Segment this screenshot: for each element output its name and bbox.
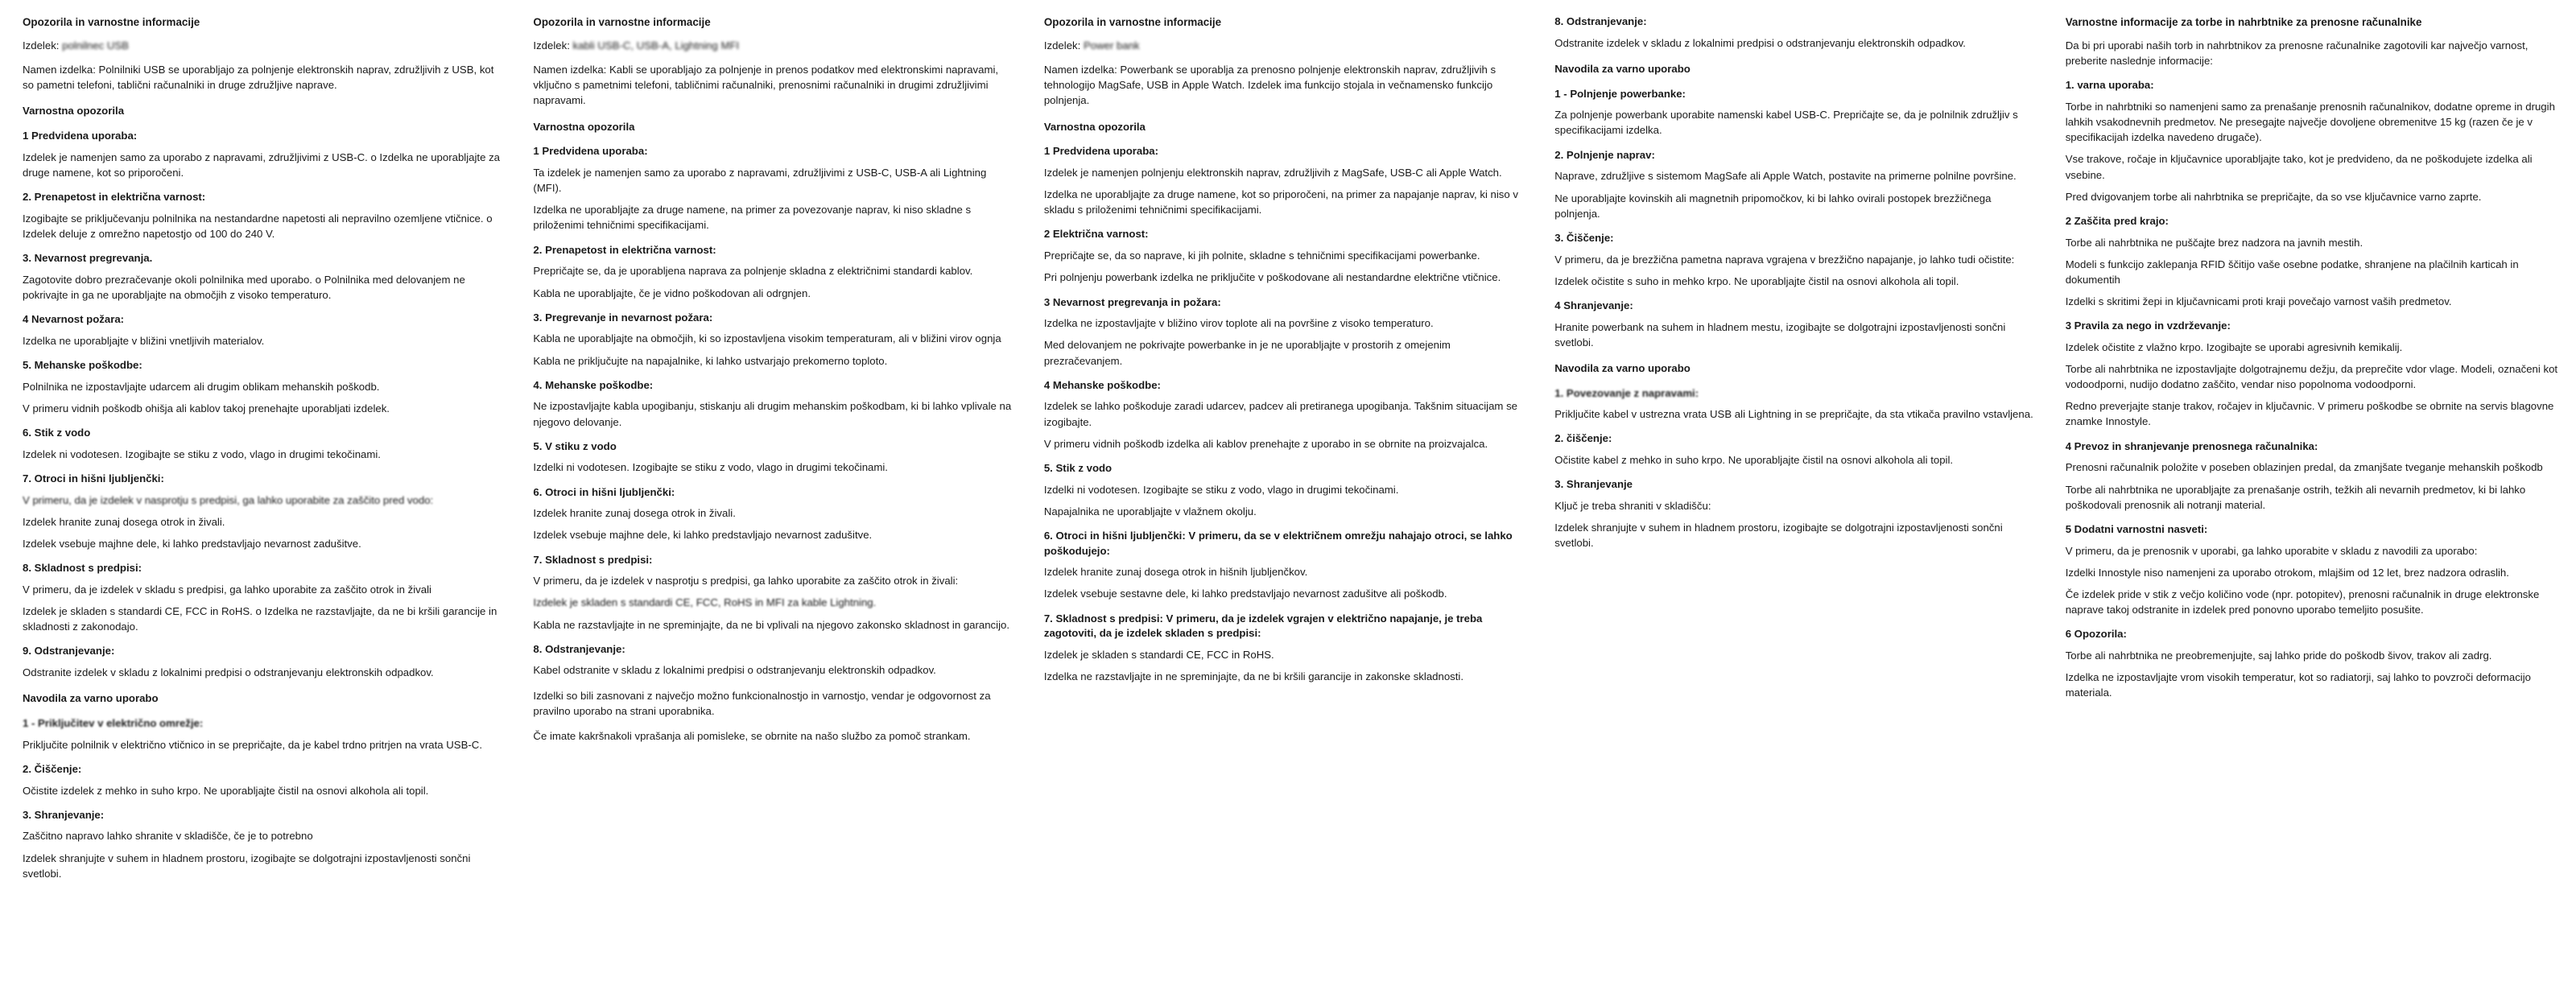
usage-heading-item: 3. Čiščenje: [1554,231,1614,244]
section-paragraph: Izogibajte se priključevanju polnilnika na nestandardne napetosti ali nepravilno ozemljene vtičnice. o Izdelek deluje z omrežno napetostjo od 100 do 240 V. [23,212,493,241]
warnings-heading: Varnostna opozorila [23,105,125,118]
section-heading: 4 Nevarnost požara: [23,313,125,326]
section-paragraph: V primeru, da je prenosnik v uporabi, ga lahko uporabite v skladu z navodili za uporabo: [2065,544,2478,557]
usage-paragraph: Za polnjenje powerbank uporabite namenski kabel USB-C. Prepričajte se, da je polnilnik združljiv s specifikacijami izdelka. [1554,109,2018,137]
column-powerbank-usage [1543,14,2054,998]
usage-paragraph: Priključite kabel v ustrezna vrata USB ali Lightning in se prepričajte, da sta vtikača pravilno vstavljena. [1554,408,2033,421]
section-paragraph: Izdelki s skritimi žepi in ključavnicami proti kraji povečajo varnost vaših predmetov. [2065,295,2452,308]
usage-paragraph: Hranite powerbank na suhem in hladnem mestu, izogibajte se dolgotrajni izpostavljenosti sončni svetlobi. [1554,320,2006,348]
section-heading: 3 Pravila za nego in vzdrževanje: [2065,320,2231,332]
section-paragraph: Modeli s funkcijo zaklepanja RFID ščitijo vaše osebne podatke, shranjene na plačilnih karticah in dokumentih [2065,258,2519,286]
product-value: kabli USB-C, USB-A, Lightning MFI [572,39,740,52]
section-paragraph: V primeru, da je izdelek v nasprotju s predpisi, ga lahko uporabite za zaščito pred vodo: [23,493,434,506]
usage-paragraph: Očistite izdelek z mehko in suho krpo. Ne uporabljajte čistil na osnovi alkohola ali topil. [23,784,429,797]
section-paragraph: Odstranite izdelek v skladu z lokalnimi predpisi o odstranjevanju elektronskih odpadkov. [23,666,434,679]
usage-heading: Navodila za varno uporabo [23,692,159,705]
section-paragraph: Izdelka ne izpostavljajte v bližino virov toplote ali na površine z visoko temperaturo. [1043,317,1434,330]
section-paragraph: Zagotovite dobro prezračevanje okoli polnilnika med uporabo. o Polnilnika med delovanjem ne pokrivajte in ga ne uporabljajte na območjih z visoko temperaturo. [23,273,465,302]
product-value: Power bank [1083,39,1140,52]
section-heading: 8. Odstranjevanje: [533,642,625,655]
column-title: Varnostne informacije za torbe in nahrbtnike za prenosne računalnike [2065,16,2422,28]
section-paragraph: Izdelek je skladen s standardi CE, FCC, RoHS in MFI za kable Lightning. [533,596,877,609]
section-paragraph: Napajalnika ne uporabljajte v vlažnem okolju. [1043,505,1257,517]
section-paragraph: Ta izdelek je namenjen samo za uporabo z napravami, združljivimi z USB-C, USB-A ali Lightning (MFI). [533,167,987,195]
section-paragraph: Izdelek hranite zunaj dosega otrok in hišnih ljubljenčkov. [1043,566,1308,579]
usage-heading-item: 3. Shranjevanje: [23,808,105,821]
section-paragraph: Prenosni računalnik položite v poseben oblazinjen predal, da zmanjšate tveganje mehanskih poškodb [2065,461,2543,474]
section-heading: 1 Predvidena uporaba: [1043,145,1159,158]
usage-heading-item: 2. čiščenje: [1554,432,1612,445]
section-paragraph: Izdelka ne razstavljajte in ne spreminjajte, da ne bi kršili garancije in zakonske skladnosti. [1043,670,1464,683]
section-paragraph: Med delovanjem ne pokrivajte powerbanke in je ne uporabljajte v prostorih z omejenim prezračevanjem. [1043,339,1451,367]
section-paragraph: Izdelek vsebuje majhne dele, ki lahko predstavljajo nevarnost zadušitve. [23,538,361,550]
section-paragraph: Prepričajte se, da je uporabljena naprava za polnjenje skladna z električnimi standardi kablov. [533,265,973,278]
section-heading: 3. Nevarnost pregrevanja. [23,252,153,265]
section-heading: 2 Zaščita pred krajo: [2065,214,2169,227]
usage-paragraph: Ne uporabljajte kovinskih ali magnetnih pripomočkov, ki bi lahko ovirali postopek brezžičnega polnjenja. [1554,192,1992,220]
section-heading: 6. Otroci in hišni ljubljenčki: [533,485,675,498]
usage-paragraph: V primeru, da je brezžična pametna naprava vgrajena v brezžično napajanje, jo lahko tudi očistite: [1554,253,2015,266]
column-title: Opozorila in varnostne informacije [23,16,200,28]
section-paragraph: Torbe ali nahrbtnika ne puščajte brez nadzora na javnih mestih. [2065,236,2363,249]
section-paragraph: Izdelek je skladen s standardi CE, FCC in RoHS. [1043,649,1274,662]
section-heading: 9. Odstranjevanje: [23,645,115,658]
usage-heading-2: Navodila za varno uporabo [1554,361,1690,374]
section-paragraph: Izdelek vsebuje majhne dele, ki lahko predstavljajo nevarnost zadušitve. [533,529,873,542]
section-paragraph: Izdelek hranite zunaj dosega otrok in živali. [23,515,225,528]
column-title: Opozorila in varnostne informacije [1043,16,1222,28]
intro-text: Namen izdelka: Polnilniki USB se uporabljajo za polnjenje elektronskih naprav, združljivih z USB, kot so pametni telefoni, tablični računalniki in druge združljive naprave. [23,64,494,92]
section-heading: 3 Nevarnost pregrevanja in požara: [1043,295,1221,308]
section-heading: 7. Skladnost s predpisi: [533,553,653,566]
section-paragraph: Izdelka ne izpostavljajte vrom visokih temperatur, kot so radiatorji, saj lahko to povzroči deformacijo materiala. [2065,670,2531,699]
usage-paragraph: Zaščitno napravo lahko shranite v skladišče, če je to potrebno [23,830,313,843]
column-backpack [2054,14,2565,998]
usage-paragraph: Izdelek shranjujte v suhem in hladnem prostoru, izogibajte se dolgotrajni izpostavljenosti sončni svetlobi. [23,851,471,880]
section-paragraph: Torbe ali nahrbtnika ne uporabljajte za prenašanje ostrih, težkih ali nevarnih predmetov, ki bi lahko poškodovali prenosnik ali notranji material. [2065,483,2526,511]
section-paragraph: Izdelek se lahko poškoduje zaradi udarcev, padcev ali pretiranega upogibanja. Takšnim situacijam se izogibajte. [1043,400,1518,428]
section-paragraph: Izdelek vsebuje sestavne dele, ki lahko predstavljajo nevarnost zadušitve ali poškodb. [1043,588,1447,600]
section-paragraph: Kabla ne uporabljajte, če je vidno poškodovan ali odrgnjen. [533,287,811,299]
product-label: Izdelek: [533,39,570,52]
section-heading: 4. Mehanske poškodbe: [533,378,654,391]
section-paragraph: Redno preverjajte stanje trakov, ročajev in ključavnic. V primeru poškodbe se obrnite na servis blagovne znamke Innostyle. [2065,400,2554,428]
section-paragraph: V primeru, da je izdelek v nasprotju s predpisi, ga lahko uporabite za zaščito otrok in živali: [533,575,959,588]
usage-heading-item: 4 Shranjevanje: [1554,299,1633,311]
usage-heading: Navodila za varno uporabo [1554,62,1690,75]
section-paragraph: Kabla ne razstavljajte in ne spreminjajte, da ne bi vplivali na njegovo zakonsko skladnost in garancijo. [533,618,1010,631]
section-paragraph: Izdelek je namenjen polnjenju elektronskih naprav, združljivih z MagSafe, USB-C ali Apple Watch. [1043,167,1502,179]
usage-paragraph: Očistite kabel z mehko in suho krpo. Ne uporabljajte čistil na osnovi alkohola ali topil. [1554,454,1954,467]
section-paragraph: Izdelek ni vodotesen. Izogibajte se stiku z vodo, vlago in drugimi tekočinami. [23,447,381,460]
usage-heading-item: 1. Povezovanje z napravami: [1554,386,1699,399]
section-paragraph: V primeru, da je izdelek v skladu s predpisi, ga lahko uporabite za zaščito otrok in živali [23,583,431,596]
closing-paragraph: Če imate kakršnakoli vprašanja ali pomisleke, se obrnite na našo službo za pomoč strankam. [533,729,971,742]
section-paragraph: Izdelek je skladen s standardi CE, FCC in RoHS. o Izdelka ne razstavljajte, da ne bi kršili garancije in skladnosti z zakonodajo. [23,605,497,633]
section-paragraph: Odstranite izdelek v skladu z lokalnimi predpisi o odstranjevanju elektronskih odpadkov. [1554,36,1966,49]
section-paragraph: Kabla ne priključujte na napajalnike, ki lahko ustvarjajo prekomerno toploto. [533,354,888,367]
section-paragraph: Vse trakove, ročaje in ključavnice uporabljajte tako, kot je predvideno, da ne poškodujete izdelka ali vsebine. [2065,153,2533,181]
intro-text: Namen izdelka: Kabli se uporabljajo za polnjenje in prenos podatkov med elektronskimi napravami, vključno s pametnimi telefoni, tabličnimi računalniki, prenosnimi računalniki in drugimi združljivimi napravami. [533,64,999,107]
section-paragraph: Torbe in nahrbtniki so namenjeni samo za prenašanje prenosnih računalnikov, dodatne opreme in drugih lahkih vsakodnevnih predmetov. Ne presegajte največje dovoljene obremenitve 15 kg (razen če je v specifikacijah izdelka navedeno drugače). [2065,101,2555,144]
section-heading: 2. Prenapetost in električna varnost: [533,243,716,256]
usage-heading-item: 1 - Polnjenje powerbanke: [1554,87,1686,100]
section-paragraph: Izdelki Innostyle niso namenjeni za uporabo otrokom, mlajšim od 12 let, brez nadzora odraslih. [2065,566,2509,579]
usage-paragraph: Ključ je treba shraniti v skladišču: [1554,500,1711,513]
section-paragraph: Izdelka ne uporabljajte za druge namene, kot so priporočeni, na primer za napajanje naprav, ki niso v skladu s priloženimi tehničnimi specifikacijami. [1043,188,1518,216]
column-title: Opozorila in varnostne informacije [533,16,711,28]
section-heading: 1. varna uporaba: [2065,79,2154,92]
column-powerbank [1033,14,1543,998]
section-heading: 5 Dodatni varnostni nasveti: [2065,522,2208,535]
product-line [1044,38,1525,53]
usage-paragraph: Izdelek shranjujte v suhem in hladnem prostoru, izogibajte se dolgotrajni izpostavljenosti sončni svetlobi. [1554,522,2003,550]
section-paragraph: Prepričajte se, da so naprave, ki jih polnite, skladne s tehničnimi specifikacijami powerbanke. [1043,249,1480,262]
product-label: Izdelek: [23,39,60,52]
section-heading: 7. Skladnost s predpisi: V primeru, da je izdelek vgrajen v električno napajanje, je treba zagotoviti, da je izdelek skladen s predpisi: [1043,612,1483,640]
section-heading: 5. Mehanske poškodbe: [23,359,142,372]
intro-text: Da bi pri uporabi naših torb in nahrbtnikov za prenosne računalnike zagotovili kar največjo varnost, preberite naslednje informacije: [2065,39,2529,68]
section-paragraph: V primeru vidnih poškodb ohišja ali kablov takoj prenehajte uporabljati izdelek. [23,402,390,414]
column-usb-charger [11,14,522,998]
section-heading: 7. Otroci in hišni ljubljenčki: [23,472,164,484]
section-heading: 1 Predvidena uporaba: [23,130,138,142]
section-heading: 4 Prevoz in shranjevanje prenosnega računalnika: [2065,439,2318,452]
product-line [533,38,1014,53]
intro-text: Namen izdelka: Powerbank se uporablja za prenosno polnjenje elektronskih naprav, združljivih s tehnologijo MagSafe, USB in Apple Watch. Izdelek ima funkcijo stojala in večnamensko funkcijo polnjenja. [1043,64,1496,107]
section-paragraph: Izdelek očistite z vlažno krpo. Izogibajte se uporabi agresivnih kemikalij. [2065,340,2403,353]
product-value: polnilnec USB [62,39,129,52]
section-heading: 8. Skladnost s predpisi: [23,562,142,575]
section-heading: 4 Mehanske poškodbe: [1043,378,1161,391]
section-paragraph: V primeru vidnih poškodb izdelka ali kablov prenehajte z uporabo in se obrnite na proizvajalca. [1043,437,1488,450]
section-heading: 2 Električna varnost: [1043,228,1149,241]
product-label: Izdelek: [1043,39,1081,52]
usage-paragraph: Priključite polnilnik v električno vtičnico in se prepričajte, da je kabel trdno pritrjen na vrata USB-C. [23,738,482,751]
usage-heading-item: 1 - Priključitev v električno omrežje: [23,716,204,729]
usage-paragraph: Izdelek očistite s suho in mehko krpo. Ne uporabljajte čistil na osnovi alkohola ali topil. [1554,274,1959,287]
section-paragraph: Pred dvigovanjem torbe ali nahrbtnika se prepričajte, da so vse ključavnice varno zaprte. [2065,190,2482,203]
section-heading: 5. V stiku z vodo [533,439,617,452]
section-heading: 6. Otroci in hišni ljubljenčki: V primeru, da se v električnem omrežju nahajajo otroci, se lahko poškodujejo: [1043,529,1513,557]
section-paragraph: Izdelki ni vodotesen. Izogibajte se stiku z vodo, vlago in drugimi tekočinami. [533,461,888,474]
section-paragraph: Polnilnika ne izpostavljajte udarcem ali drugim oblikam mehanskih poškodb. [23,380,380,393]
closing-paragraph: Izdelki so bili zasnovani z največjo možno funkcionalnostjo in varnostjo, vendar je odgovornost za pravilno uporabo na strani uporabnika. [533,689,991,717]
section-paragraph: Izdelka ne uporabljajte v bližini vnetljivih materialov. [23,334,265,347]
section-paragraph: Ne izpostavljajte kabla upogibanju, stiskanju ali drugim mehanskim poškodbam, ki bi lahko vplivale na njegovo delovanje. [533,400,1012,428]
section-paragraph: Kabla ne uporabljajte na območjih, ki so izpostavljena visokim temperaturam, ali v bližini virov ognja [533,332,1001,345]
usage-heading-item: 2. Čiščenje: [23,762,82,775]
section-heading: 1 Predvidena uporaba: [533,145,648,158]
section-paragraph: Izdelka ne uporabljajte za druge namene, na primer za povezovanje naprav, ki niso skladne s priloženimi tehničnimi specifikacijami. [533,204,972,232]
section-paragraph: Torbe ali nahrbtnika ne izpostavljajte dolgotrajnemu dežju, da preprečite vdor vlage. Modeli, označeni kot vodoodporni, nudijo dodatno zaščito, vendar niso popolnoma vodoodporni. [2065,363,2558,391]
usage-heading-item: 3. Shranjevanje [1554,478,1633,491]
section-paragraph: Izdelki ni vodotesen. Izogibajte se stiku z vodo, vlago in drugimi tekočinami. [1043,483,1399,496]
section-heading: 3. Pregrevanje in nevarnost požara: [533,311,713,324]
section-heading: 2. Prenapetost in električna varnost: [23,191,206,204]
section-paragraph: Izdelek je namenjen samo za uporabo z napravami, združljivimi z USB-C. o Izdelka ne uporabljajte za druge namene, kot so priporočeni. [23,150,500,179]
section-paragraph: Izdelek hranite zunaj dosega otrok in živali. [533,507,736,520]
section-heading: 5. Stik z vodo [1043,461,1113,474]
section-paragraph: Torbe ali nahrbtnika ne preobremenjujte, saj lahko pride do poškodb šivov, trakov ali zadrg. [2065,649,2492,662]
section-paragraph: Pri polnjenju powerbank izdelka ne priključite v poškodovane ali nestandardne električne vtičnice. [1043,271,1501,284]
warnings-heading: Varnostna opozorila [1043,120,1146,133]
column-cables [522,14,1032,998]
usage-paragraph: Naprave, združljive s sistemom MagSafe ali Apple Watch, postavite na primerne polnilne površine. [1554,170,2017,183]
section-heading: 6 Opozorila: [2065,628,2127,641]
section-paragraph: Če izdelek pride v stik z večjo količino vode (npr. potopitev), prenosni računalnik in druge elektronske naprave takoj odstranite in izdelek pred ponovno uporabo temeljito posušite. [2065,588,2540,616]
section-heading: 8. Odstranjevanje: [1554,15,1647,27]
section-paragraph: Kabel odstranite v skladu z lokalnimi predpisi o odstranjevanju elektronskih odpadkov. [533,664,936,677]
warnings-heading: Varnostna opozorila [533,120,635,133]
usage-heading-item: 2. Polnjenje naprav: [1554,148,1655,161]
section-heading: 6. Stik z vodo [23,427,91,439]
product-line [23,38,504,53]
